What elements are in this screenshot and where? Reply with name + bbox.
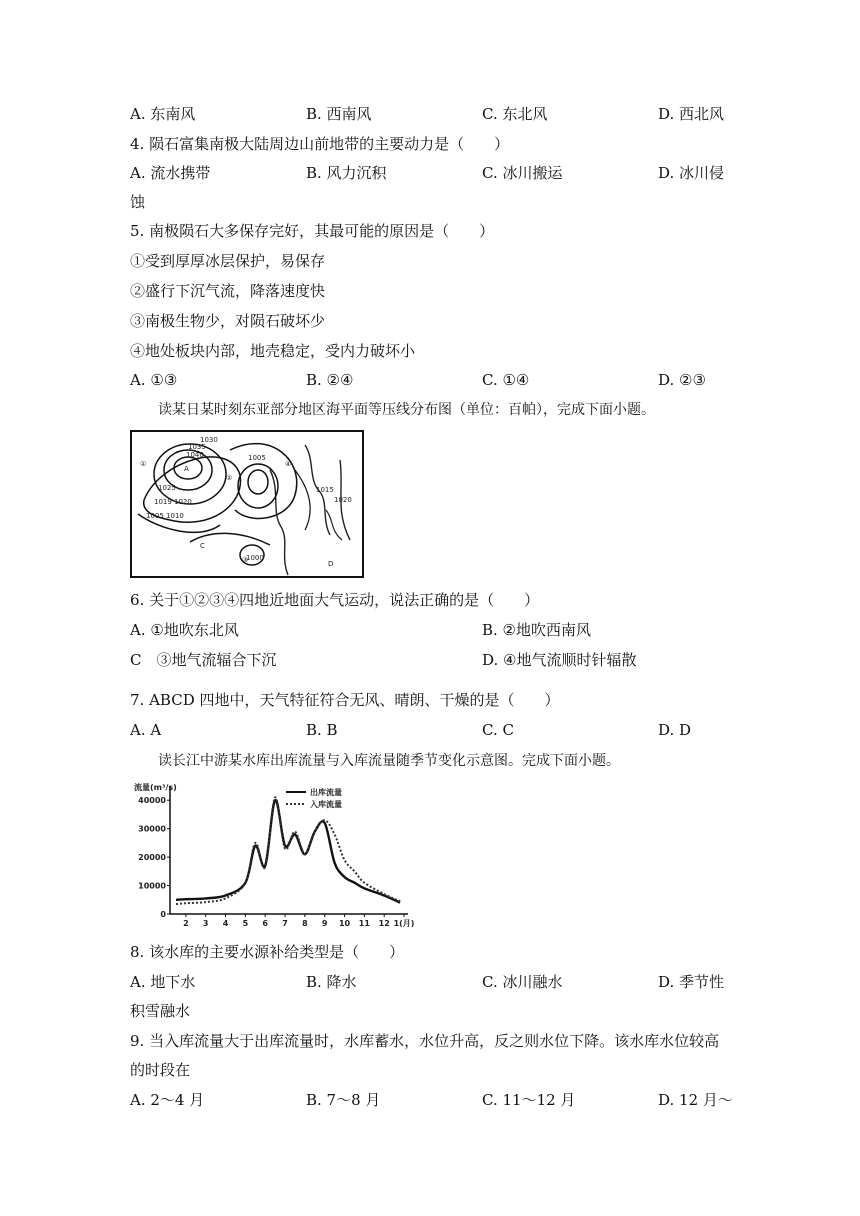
x-tick-label: 12	[378, 919, 390, 928]
x-tick-label: 2	[183, 919, 189, 928]
q6-stem: 6. 关于①②③④四地近地面大气运动，说法正确的是（ ）	[130, 591, 540, 609]
q5-stem: 5. 南极陨石大多保存完好，其最可能的原因是（ ）	[130, 222, 495, 240]
q9-stem: 9. 当入库流量大于出库流量时，水库蓄水，水位升高，反之则水位下降。该水库水位较高	[130, 1032, 720, 1050]
q7-option-d: D. D	[658, 721, 692, 739]
reservoir-flow-chart	[130, 780, 420, 930]
map-label-1019: 1019 1020	[154, 498, 192, 506]
map-label-n3: ③	[242, 556, 249, 564]
x-tick-label: 9	[321, 919, 328, 928]
q3-option-c: C. 东北风	[482, 105, 548, 123]
map-label-1030: 1030	[200, 436, 218, 444]
map-label-1005: 1005 1010	[146, 512, 184, 520]
legend-inflow: 入库流量	[310, 800, 342, 809]
q6-option-d: D. ④地气流顺时针辐散	[482, 651, 637, 669]
q7-option-b: B. B	[306, 721, 338, 739]
map-label-1005b: 1005	[248, 454, 266, 462]
q7-option-c: C. C	[482, 721, 514, 739]
q3-option-b: B. 西南风	[306, 105, 372, 123]
q8-option-d: D. 季节性	[658, 973, 725, 991]
q4-option-c: C. 冰川搬运	[482, 164, 563, 182]
x-tick-label: 4	[222, 919, 229, 928]
x-tick-label: 11	[358, 919, 370, 928]
q5-option-b: B. ②④	[306, 371, 354, 389]
q8-option-a: A. 地下水	[130, 973, 196, 991]
x-tick-label: 10	[338, 919, 351, 928]
q9-wrap: 的时段在	[130, 1061, 191, 1079]
q9-option-b: B. 7～8 月	[306, 1091, 381, 1109]
map-label-1000: 1000	[246, 554, 264, 562]
chart-legend	[286, 787, 342, 809]
q5-item-4: ④地处板块内部，地壳稳定，受内力破坏小	[130, 342, 416, 360]
q7-option-a: A. A	[130, 721, 162, 739]
isobar-intro: 读某日某时刻东亚部分地区海平面等压线分布图（单位：百帕），完成下面小题。	[158, 402, 655, 418]
q5-item-1: ①受到厚厚冰层保护，易保存	[130, 252, 326, 270]
reservoir-intro: 读长江中游某水库出库流量与入库流量随季节变化示意图。完成下面小题。	[158, 753, 620, 769]
q3-option-d: D. 西北风	[658, 105, 725, 123]
y-tick-label: 20000	[138, 853, 166, 863]
x-tick-label: 6	[262, 919, 268, 928]
y-tick-label: 30000	[138, 824, 166, 834]
q5-option-d: D. ②③	[658, 371, 706, 389]
q8-wrap: 积雪融水	[130, 1002, 191, 1020]
q4-option-d: D. 冰川侵	[658, 164, 725, 182]
q5-item-2: ②盛行下沉气流，降落速度快	[130, 282, 326, 300]
y-tick-label: 10000	[138, 881, 166, 891]
map-label-1025: 1025	[158, 484, 176, 492]
map-label-a: A	[184, 465, 189, 473]
q4-wrap: 蚀	[130, 193, 146, 211]
map-label-1035: 1035	[188, 443, 206, 451]
series-line-outflow	[176, 800, 400, 903]
map-label-n2: ②	[226, 474, 233, 482]
map-label-d: D	[328, 560, 334, 568]
q5-option-c: C. ①④	[482, 371, 530, 389]
legend-outflow: 出库流量	[310, 788, 342, 797]
y-tick-label: 0	[160, 910, 166, 919]
map-label-c: C	[200, 542, 205, 550]
y-tick-label: 40000	[138, 796, 166, 806]
q9-option-d: D. 12 月～	[658, 1091, 733, 1109]
map-label-1020: 1020	[334, 496, 352, 504]
q4-option-b: B. 风力沉积	[306, 164, 387, 182]
isobar-map	[130, 430, 364, 580]
map-label-1040: 1040	[186, 451, 204, 459]
q8-option-b: B. 降水	[306, 973, 357, 991]
q6-option-b: B. ②地吹西南风	[482, 621, 592, 639]
x-tick-label: 1(月)	[393, 919, 415, 928]
q4-stem: 4. 陨石富集南极大陆周边山前地带的主要动力是（ ）	[130, 135, 510, 153]
x-tick-label: 8	[302, 919, 308, 928]
q4-option-a: A. 流水携带	[130, 164, 211, 182]
q5-item-3: ③南极生物少，对陨石破坏少	[130, 312, 326, 330]
map-label-n4: ④	[285, 460, 292, 468]
x-tick-label: 7	[282, 919, 288, 928]
x-tick-label: 5	[242, 919, 249, 928]
q9-option-a: A. 2～4 月	[130, 1091, 205, 1109]
x-tick-label: 3	[202, 919, 209, 928]
map-label-1015: 1015	[316, 486, 334, 494]
q7-stem: 7. ABCD 四地中，天气特征符合无风、晴朗、干燥的是（ ）	[130, 691, 560, 709]
map-label-n1: ①	[140, 460, 147, 468]
q8-option-c: C. 冰川融水	[482, 973, 563, 991]
q3-option-a: A. 东南风	[130, 105, 196, 123]
q8-stem: 8. 该水库的主要水源补给类型是（ ）	[130, 943, 405, 961]
chart-ylabel: 流量(m³/s)	[134, 783, 177, 792]
q6-option-a: A. ①地吹东北风	[130, 621, 239, 639]
q9-option-c: C. 11～12 月	[482, 1091, 576, 1109]
q6-option-c: C ③地气流辐合下沉	[130, 651, 277, 669]
q5-option-a: A. ①③	[130, 371, 178, 389]
